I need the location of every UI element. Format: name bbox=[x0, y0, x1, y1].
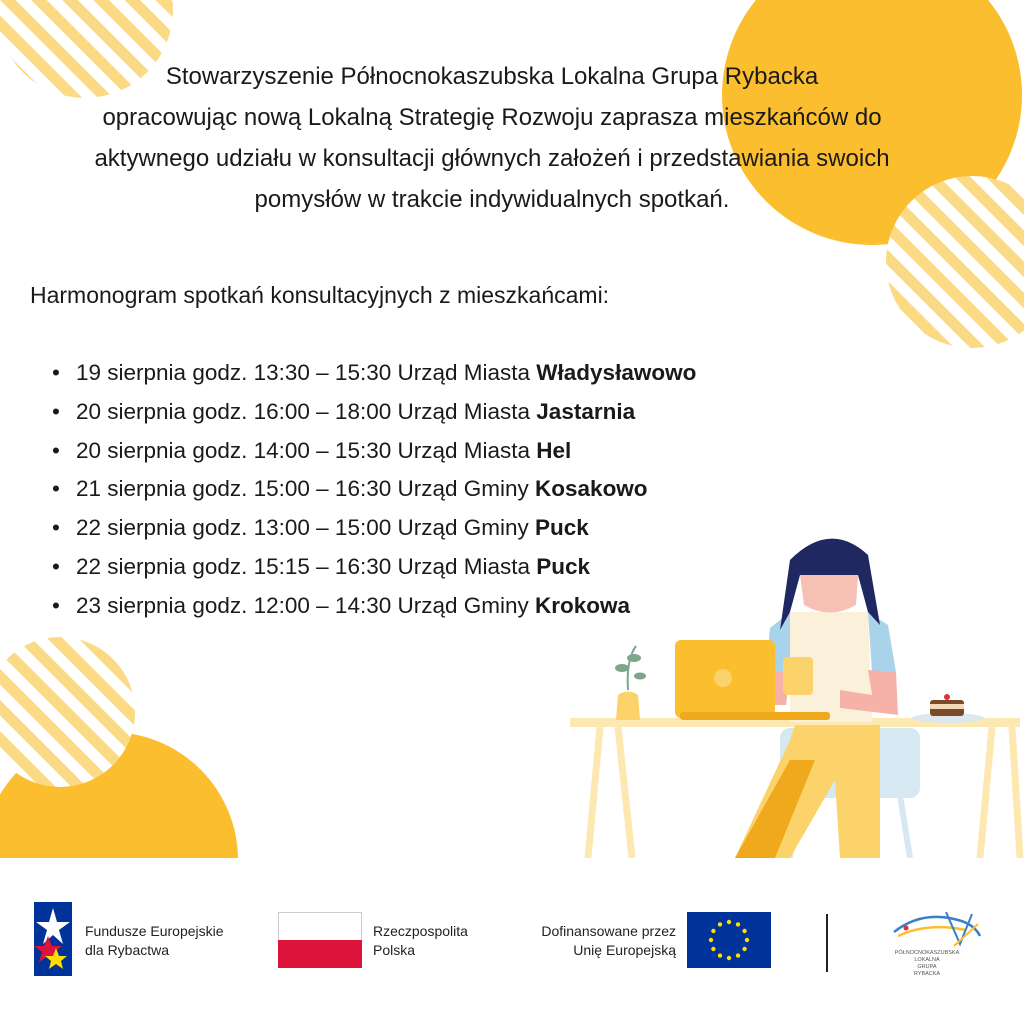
list-item bbox=[52, 587, 696, 626]
bullet-icon: • bbox=[52, 437, 60, 463]
funding-footer bbox=[0, 858, 1024, 1012]
bullet-icon: • bbox=[52, 515, 60, 541]
footer-divider bbox=[826, 914, 828, 972]
list-item bbox=[52, 354, 696, 393]
meeting-text: 21 sierpnia godz. 15:00 – 16:30 Urząd Gminy bbox=[76, 476, 536, 502]
meeting-text: 23 sierpnia godz. 12:00 – 14:30 Urząd Gminy bbox=[76, 592, 536, 618]
meeting-place: Hel bbox=[536, 437, 572, 463]
bullet-icon: • bbox=[52, 476, 60, 502]
intro-line-3: aktywnego udziału w konsultacji głównych założeń i przedstawiania swoich bbox=[94, 145, 890, 172]
meeting-place: Kosakowo bbox=[535, 476, 648, 502]
eu-logo-text bbox=[518, 922, 676, 960]
eu-line-2: Unię Europejską bbox=[573, 942, 676, 958]
fe-logo-text bbox=[85, 922, 224, 960]
bullet-icon: • bbox=[52, 398, 60, 424]
lgr-logo-text bbox=[872, 950, 982, 978]
meeting-list bbox=[52, 354, 696, 626]
lgr-line-1: PÓŁNOCNOKASZUBSKA bbox=[894, 950, 960, 956]
eu-line-1: Dofinansowane przez bbox=[541, 923, 676, 939]
rp-line-2: Polska bbox=[373, 942, 416, 958]
meeting-place: Puck bbox=[535, 515, 589, 541]
meeting-text: 20 sierpnia godz. 16:00 – 18:00 Urząd Miasta bbox=[76, 398, 537, 424]
bullet-icon: • bbox=[52, 360, 60, 385]
list-item bbox=[52, 432, 696, 471]
list-item bbox=[52, 548, 696, 587]
polish-flag-icon bbox=[278, 912, 362, 968]
bullet-icon: • bbox=[52, 553, 60, 579]
list-item bbox=[52, 509, 696, 548]
fe-line-2: dla Rybactwa bbox=[85, 942, 170, 958]
intro-line-4: pomysłów w trakcie indywidualnych spotkań. bbox=[254, 186, 730, 213]
meeting-text: 19 sierpnia godz. 13:30 – 15:30 Urząd Miasta bbox=[76, 360, 537, 385]
intro-line-2: opracowując nową Lokalną Strategię Rozwoju zaprasza mieszkańców do bbox=[102, 104, 882, 131]
bullet-icon: • bbox=[52, 592, 60, 618]
lgr-line-3: GRUPA bbox=[917, 964, 937, 970]
meeting-text: 22 sierpnia godz. 13:00 – 15:00 Urząd Gminy bbox=[76, 515, 536, 541]
rp-logo-text bbox=[373, 922, 468, 960]
meeting-text: 22 sierpnia godz. 15:15 – 16:30 Urząd Miasta bbox=[76, 553, 537, 579]
rp-line-1: Rzeczpospolita bbox=[373, 923, 468, 939]
lgr-fish-logo-icon bbox=[888, 906, 984, 952]
meeting-place: Krokowa bbox=[535, 592, 631, 618]
eu-flag-icon bbox=[687, 912, 771, 968]
meeting-place: Jastarnia bbox=[536, 398, 636, 424]
lgr-line-4: RYBACKA bbox=[913, 971, 941, 977]
lgr-line-2: LOKALNA bbox=[914, 957, 940, 963]
meeting-place: Władysławowo bbox=[536, 360, 697, 385]
schedule-title: Harmonogram spotkań konsultacyjnych z mieszkańcami: bbox=[30, 282, 610, 308]
list-item bbox=[52, 393, 696, 432]
fe-line-1: Fundusze Europejskie bbox=[85, 923, 224, 939]
meeting-text: 20 sierpnia godz. 14:00 – 15:30 Urząd Miasta bbox=[76, 437, 537, 463]
intro-paragraph bbox=[20, 56, 964, 220]
intro-line-1: Stowarzyszenie Północnokaszubska Lokalna Grupa Rybacka bbox=[165, 63, 819, 90]
list-item bbox=[52, 470, 696, 509]
meeting-place: Puck bbox=[536, 553, 591, 579]
fe-star-logo-icon bbox=[34, 902, 74, 976]
